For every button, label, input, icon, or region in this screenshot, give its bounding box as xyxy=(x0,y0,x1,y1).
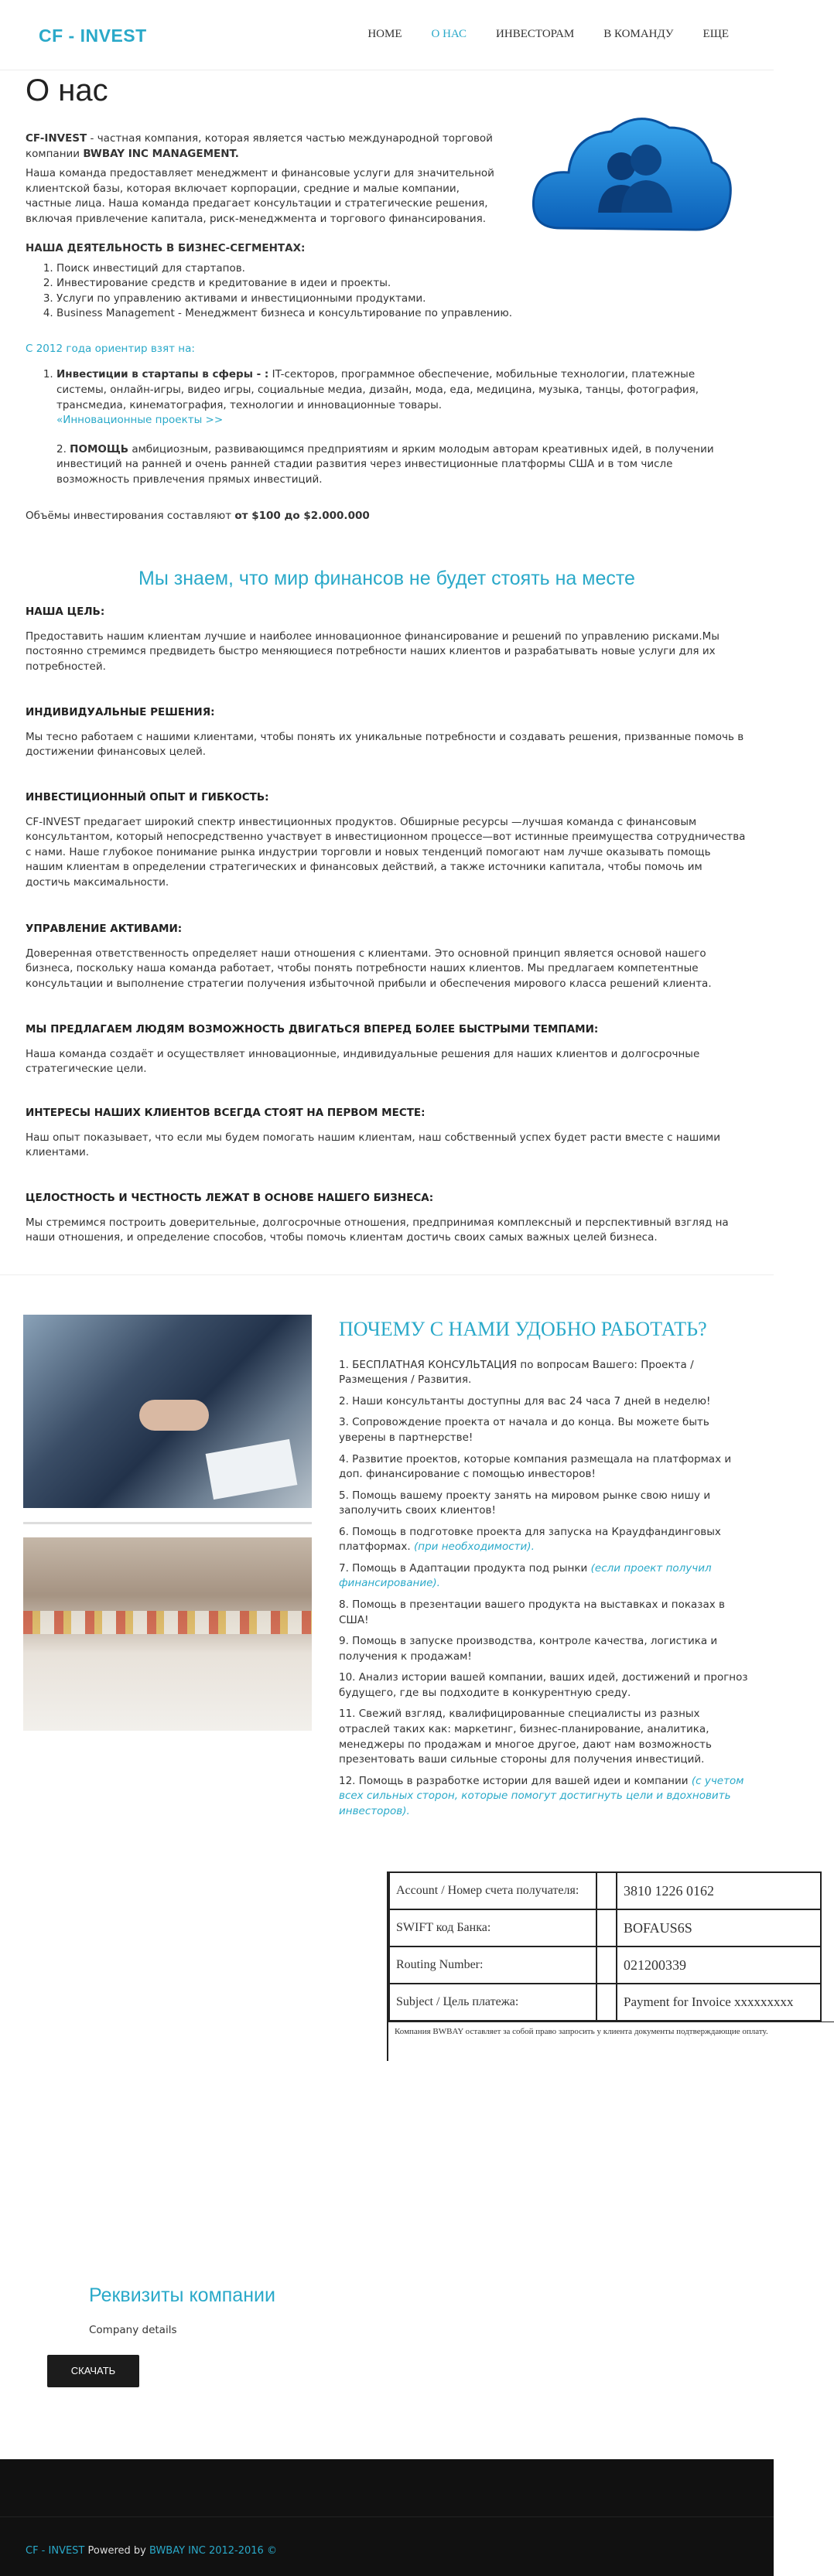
why-item-note: (при необходимости). xyxy=(414,1540,535,1554)
volume-label: Объёмы инвестирования составляют xyxy=(26,510,235,523)
why-item-text: 9. Помощь в запуске производства, контроле качества, логистика и получения к продажам! xyxy=(339,1635,718,1663)
why-item-text: 11. Свежий взгляд, квалифицированные специалисты из разных отраслей таких как: маркетинг, бизнес-планирование, аналитика, менеджеры по продажам и многое другое, дают нам возможность презентовать ваши сильные стороны для получения инвестиций. xyxy=(339,1708,712,1766)
section-heading: МЫ ПРЕДЛАГАЕМ ЛЮДЯМ ВОЗМОЖНОСТЬ ДВИГАТЬСЯ ВПЕРЕД БОЛЕЕ БЫСТРЫМИ ТЕМПАМИ: xyxy=(26,1023,599,1036)
nav-more[interactable]: ЕЩЕ xyxy=(702,28,729,40)
bank-value: Payment for Invoice xxxxxxxxx xyxy=(617,1984,821,2021)
why-item xyxy=(339,1394,749,1410)
section-heading: ИНДИВИДУАЛЬНЫЕ РЕШЕНИЯ: xyxy=(26,706,215,718)
list-item: 4. Business Management - Менеджмент бизнеса и консультирование по управлению. xyxy=(56,306,745,322)
list-item: 1. Поиск инвестиций для стартапов. xyxy=(56,261,745,277)
nav-investors[interactable]: ИНВЕСТОРАМ xyxy=(496,28,575,40)
bank-spacer xyxy=(596,1909,617,1947)
focus-list xyxy=(26,367,745,428)
photo-divider xyxy=(23,1522,312,1524)
table-row xyxy=(389,1984,821,2021)
segments-heading: НАША ДЕЯТЕЛЬНОСТЬ В БИЗНЕС-СЕГМЕНТАХ: xyxy=(26,242,306,254)
why-item-text: 8. Помощь в презентации вашего продукта на выставках и показах в США! xyxy=(339,1598,725,1626)
section-text: Мы стремимся построить доверительные, долгосрочные отношения, предпринимая комплексный и перспективный взгляд на наши отношения, и определение способов, чтобы помочь клиентам достичь своих самых важных целей бизнеса. xyxy=(26,1216,729,1244)
why-item xyxy=(339,1707,749,1767)
bank-spacer xyxy=(596,1984,617,2021)
footer-copyright xyxy=(26,2544,277,2559)
section-integrity xyxy=(26,1191,749,1246)
section-experience xyxy=(26,790,749,890)
why-item xyxy=(339,1774,749,1820)
focus-2-text: амбициозным, развивающимся предприятиям и ярким молодым авторам креативных идей, в получении инвестиций на ранней и очень ранней стадии развития через инвестиционные платформы США и в том числе возможность привлечения прямых инвестиций. xyxy=(56,442,714,486)
footer-divider xyxy=(0,2516,774,2517)
company-details-label: Company details xyxy=(89,2324,177,2337)
team-cloud-icon xyxy=(530,104,735,247)
document-shape xyxy=(206,1439,298,1500)
handshake-shape xyxy=(139,1400,209,1431)
section-text: Доверенная ответственность определяет наши отношения с клиентами. Это основной принцип является основой нашего бизнеса, поскольку наша команда работает, чтобы понять потребности наших клиентов. Мы предлагаем компетентные консультации и выполнение стратегии получения избыточной прибыли и обеспечения мирового класса решений клиента. xyxy=(26,947,712,990)
section-faster xyxy=(26,1022,749,1077)
why-item-note: (с учетом всех сильных сторон, которые помогут достигнуть цели и вдохновить инвесторов). xyxy=(339,1774,744,1817)
handshake-photo xyxy=(23,1315,312,1508)
section-heading: НАША ЦЕЛЬ: xyxy=(26,606,105,618)
bank-label: Subject / Цель платежа: xyxy=(389,1984,596,2021)
focus-2-number: 2. xyxy=(56,442,70,455)
download-button[interactable]: СКАЧАТЬ xyxy=(47,2355,139,2387)
company-name: CF-INVEST xyxy=(26,132,87,145)
focus-1-text: IT-секторов, программное обеспечение, мобильные технологии, платежные системы, онлайн-игры, видео игры, социальные медиа, дизайн, мода, еда, медицина, музыка, танцы, фотография, трансмедиа, кинематография, технологии и инновационные товары. xyxy=(56,368,699,411)
divider xyxy=(0,1274,774,1275)
section-heading: УПРАВЛЕНИЕ АКТИВАМИ: xyxy=(26,923,183,935)
why-item xyxy=(339,1634,749,1664)
why-item-text: 10. Анализ истории вашей компании, ваших идей, достижений и прогноз будущего, где вы подходите в конкурентную среду. xyxy=(339,1671,748,1699)
bank-spacer xyxy=(596,1872,617,1909)
why-item xyxy=(339,1561,749,1592)
investment-volume xyxy=(26,509,745,524)
focus-1-title: Инвестиции в стартапы в сферы - : xyxy=(56,368,269,381)
footer-powered: Powered by xyxy=(84,2545,149,2557)
why-item xyxy=(339,1525,749,1555)
why-item-text: 6. Помощь в подготовке проекта для запуска на Краудфандинговых платформах. xyxy=(339,1525,721,1554)
bank-value: BOFAUS6S xyxy=(617,1909,821,1947)
why-item-text: 5. Помощь вашему проекту занять на мировом рынке свою нишу и заполучить своих клиентов! xyxy=(339,1489,711,1517)
why-item xyxy=(339,1415,749,1445)
table-row xyxy=(389,1909,821,1947)
bank-label: SWIFT код Банка: xyxy=(389,1909,596,1947)
focus-2-title: ПОМОЩЬ xyxy=(70,442,129,455)
bank-value: 021200339 xyxy=(617,1947,821,1984)
why-item xyxy=(339,1358,749,1388)
why-item xyxy=(339,1670,749,1701)
intro-block xyxy=(26,131,505,231)
why-item xyxy=(339,1598,749,1628)
exhibition-crowd-shape xyxy=(23,1611,312,1634)
site-header xyxy=(0,0,774,70)
slogan: Мы знаем, что мир финансов не будет стоять на месте xyxy=(138,568,635,589)
main-nav xyxy=(367,26,729,43)
nav-home[interactable]: HOME xyxy=(367,28,402,40)
site-footer xyxy=(0,2459,774,2576)
bank-table xyxy=(388,1871,822,2022)
volume-range: от $100 до $2.000.000 xyxy=(234,510,370,523)
section-text: Наш опыт показывает, что если мы будем помогать нашим клиентам, наш собственный успех будет расти вместе с нашими клиентами. xyxy=(26,1131,721,1159)
requisites-block xyxy=(89,2281,275,2339)
since-2012-label: С 2012 года ориентир взят на: xyxy=(26,342,195,355)
footer-company-link[interactable]: BWBAY INC 2012-2016 © xyxy=(149,2545,277,2557)
section-clients-first xyxy=(26,1106,749,1161)
why-item xyxy=(339,1489,749,1519)
bank-details-image xyxy=(387,1871,794,2061)
list-item xyxy=(56,367,745,428)
bank-label: Account / Номер счета получателя: xyxy=(389,1872,596,1909)
section-text: Наша команда создаёт и осуществляет инновационные, индивидуальные решения для наших клиентов и долгосрочные стратегические цели. xyxy=(26,1047,700,1076)
section-text: CF-INVEST предагает широкий спектр инвестиционных продуктов. Обширные ресурсы —лучшая команда с финансовым консультантом, который непосредственно участвует в инвестиционном процессе—вот истинные преимущества сотрудничества с нами. Наше глубокое понимание рынка индустрии торговли и новых тенденций помогают нам лучше оказывать помощь нашим клиентам в определении стратегических и финансовых действий, а также источники капитала, чтобы помочь им достичь максимальности. xyxy=(26,815,746,889)
why-item-text: 4. Развитие проектов, которые компания размещала на платформах и доп. финансирование с помощью инвесторов! xyxy=(339,1452,732,1481)
section-text: Предоставить нашим клиентам лучшие и наиболее инновационное финансирование и решений по управлению рисками.Мы постоянно стремимся предвидеть быстро меняющиеся потребности наших клиентов и разрабатывать новые услуги для их потребностей. xyxy=(26,629,719,673)
bank-value: 3810 1226 0162 xyxy=(617,1872,821,1909)
list-item: 3. Услуги по управлению активами и инвестиционными продуктами. xyxy=(56,292,745,307)
why-item-text: 12. Помощь в разработке истории для вашей идеи и компании xyxy=(339,1774,692,1787)
section-heading: ЦЕЛОСТНОСТЬ И ЧЕСТНОСТЬ ЛЕЖАТ В ОСНОВЕ НАШЕГО БИЗНЕСА: xyxy=(26,1192,434,1204)
section-heading: ИНТЕРЕСЫ НАШИХ КЛИЕНТОВ ВСЕГДА СТОЯТ НА ПЕРВОМ МЕСТЕ: xyxy=(26,1107,426,1119)
why-item-text: 7. Помощь в Адаптации продукта под рынки xyxy=(339,1561,591,1575)
intro-text: - частная компания, которая является частью международной торговой компании xyxy=(26,132,493,160)
why-us-block xyxy=(339,1315,749,1825)
bank-footnote: Компания BWBAY оставляет за собой право запросить у клиента документы подтверждающие оплату. xyxy=(388,2022,834,2042)
intro-paragraph-2: Наша команда предоставляет менеджмент и финансовые услуги для значительной клиентской базы, которая включает корпорации, средние и малые компании, частные лица. Наша команда предагает консультации и стратегические решения, включая привлечение капитала, риск-менеджмента и торгового финансирования. xyxy=(26,167,494,225)
segments-list xyxy=(26,261,745,322)
nav-team[interactable]: В КОМАНДУ xyxy=(603,28,674,40)
list-item: 2. Инвестирование средств и кредитование в идеи и проекты. xyxy=(56,276,745,292)
parent-company: BWBAY INC MANAGEMENT. xyxy=(83,147,239,160)
site-logo[interactable]: CF - INVEST xyxy=(39,26,147,46)
page-title: О нас xyxy=(26,73,108,107)
why-item-text: 3. Сопровождение проекта от начала и до конца. Вы можете быть уверены в партнерстве! xyxy=(339,1416,709,1444)
table-row xyxy=(389,1872,821,1909)
focus-2 xyxy=(26,442,745,488)
section-individual xyxy=(26,705,749,760)
requisites-title: Реквизиты компании xyxy=(89,2284,275,2306)
why-item xyxy=(339,1452,749,1482)
bank-label: Routing Number: xyxy=(389,1947,596,1984)
why-us-title: ПОЧЕМУ С НАМИ УДОБНО РАБОТАТЬ? xyxy=(339,1318,707,1340)
exhibition-photo xyxy=(23,1537,312,1731)
footer-brand-link[interactable]: CF - INVEST xyxy=(26,2545,85,2557)
section-heading: ИНВЕСТИЦИОННЫЙ ОПЫТ И ГИБКОСТЬ: xyxy=(26,791,269,804)
innovative-projects-link[interactable]: «Инновационные проекты >> xyxy=(56,414,224,427)
activity-block xyxy=(26,241,745,524)
why-item-text: 1. БЕСПЛАТНАЯ КОНСУЛЬТАЦИЯ по вопросам Вашего: Проекта / Размещения / Развития. xyxy=(339,1358,694,1387)
section-text: Мы тесно работаем с нашими клиентами, чтобы понять их уникальные потребности и создавать решения, призванные помочь в достижении финансовых целей. xyxy=(26,730,744,759)
section-assets xyxy=(26,922,749,991)
bank-spacer xyxy=(596,1947,617,1984)
why-item-text: 2. Наши консультанты доступны для вас 24 часа 7 дней в неделю! xyxy=(339,1394,711,1407)
section-goal xyxy=(26,605,749,674)
intro-paragraph-1 xyxy=(26,131,505,162)
why-item-note: (если проект получил финансирование). xyxy=(339,1561,712,1590)
table-row xyxy=(389,1947,821,1984)
nav-about[interactable]: О НАС xyxy=(431,28,467,40)
